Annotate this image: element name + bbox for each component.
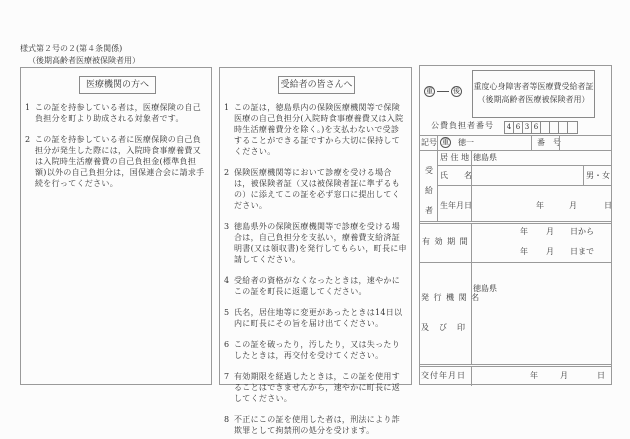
issuer-seal-label: 及 び 印: [421, 323, 466, 332]
item-text: この証を破ったり，汚したり，又は失ったりしたときは，再交付を受けてください。: [234, 340, 400, 360]
notice-item: [25, 134, 207, 189]
number-label: 番 号: [537, 138, 561, 147]
burden-number-boxes: [504, 121, 578, 134]
recipient-certificate-panel: [419, 65, 612, 385]
seal-mark: [424, 86, 472, 97]
notice-item: [224, 414, 407, 436]
burden-number-label: 公費負担者番号: [431, 121, 494, 130]
notice-item: [224, 307, 407, 329]
form-number: 様式第２号の２(第４条関係): [20, 44, 123, 53]
notice-item: [25, 102, 207, 124]
notice-item: [224, 167, 407, 211]
notice-item: [224, 102, 407, 157]
item-number: 1: [224, 103, 230, 112]
issue-year-unit: 年: [530, 371, 538, 380]
item-number: 2: [25, 135, 31, 144]
validity-from-day: 日から: [570, 227, 594, 236]
certificate-title: [472, 70, 595, 118]
item-number: 2: [224, 168, 230, 177]
item-text: この証を持参している者に医療保険の自己負担分が発生した際には，入院時食事療養費又は入院時生活療養費の自己負担金(標準負担額)以外の自己負担分は，国保連合会に請求手続を行ってください。: [35, 135, 205, 188]
item-number: 5: [224, 308, 230, 317]
birth-month-unit: 月: [569, 201, 577, 210]
issuer-label: 発 行 機 関 名: [421, 293, 481, 302]
digit-box: [568, 122, 577, 133]
validity-to-year: 年: [520, 247, 528, 256]
symbol-label: 記号: [421, 138, 437, 147]
medical-institution-notice-panel: [20, 67, 212, 385]
item-number: 4: [224, 276, 230, 285]
birth-year-unit: 年: [536, 201, 544, 210]
item-text: 氏名，居住地等に変更があったときは14日以内に町長にその旨を届け出てください。: [234, 308, 403, 328]
validity-to-month: 月: [546, 247, 554, 256]
item-text: この証は，徳島県内の保険医療機関等で保険医療の自己負担分(入院時食事療養費又は入院時生活療養費分を除く。)を支払わないで受診することができる証ですから大切に保持してください。: [234, 103, 404, 156]
item-number: 7: [224, 372, 230, 381]
item-text: 徳島県外の保険医療機関等で診療を受ける場合は，自己負担分を支払い，療養費支給済証明書(又は領収書)を発行してもらい，町長に申請してください。: [234, 222, 407, 264]
issue-day-unit: 日: [597, 371, 605, 380]
residence-value: 徳島県: [473, 153, 497, 162]
notice-list: [25, 102, 207, 199]
dash-divider: [437, 91, 449, 92]
certificate-title-line1: 重度心身障害者等医療費受給者証: [473, 82, 594, 91]
item-text: 不正にこの証を使用した者は，刑法により詐欺罪として拘禁刑の処分を受けます。: [234, 415, 400, 435]
validity-label: 有 効 期 間: [422, 237, 469, 246]
symbol-value: 徳一: [458, 138, 474, 147]
circled-seal-icon: 重: [442, 138, 449, 146]
name-value: [473, 171, 581, 181]
issue-date-label: 交付年月日: [421, 371, 466, 380]
item-text: この証を持参している者は，医療保険の自己負担分を町より助成される対象者です。: [35, 103, 201, 123]
digit-box: 6: [532, 122, 541, 133]
birthdate-label: 生年月日: [440, 201, 472, 210]
validity-from-month: 月: [546, 227, 554, 236]
name-label: 氏 名: [440, 171, 472, 180]
panel-heading: 医療機関の方へ: [79, 76, 156, 94]
notice-item: [224, 339, 407, 361]
notice-item: [224, 275, 407, 297]
notice-item: [224, 221, 407, 265]
item-number: 3: [224, 222, 230, 231]
digit-box: 4: [505, 122, 514, 133]
recipient-notice-panel: [219, 67, 412, 435]
notice-list: [224, 102, 407, 439]
digit-box: [541, 122, 550, 133]
certificate-table: [419, 135, 612, 386]
circled-seal-icon: 後: [453, 87, 460, 95]
birth-day-unit: 日: [604, 201, 612, 210]
recipient-label: 受 給 者: [425, 166, 433, 215]
digit-box: 3: [523, 122, 532, 133]
digit-box: [559, 122, 568, 133]
item-number: 1: [25, 103, 31, 112]
issue-month-unit: 月: [560, 371, 568, 380]
digit-box: [550, 122, 559, 133]
item-text: 受給者の資格がなくなったときは，速やかにこの証を町長に返還してください。: [234, 276, 400, 296]
panel-heading: 受給者の皆さんへ: [278, 76, 355, 94]
circled-seal-icon: 重: [426, 87, 433, 95]
item-number: 6: [224, 340, 230, 349]
form-subtitle: （後期高齢者医療被保険者用）: [28, 56, 140, 65]
residence-label: 居 住 地: [440, 153, 470, 162]
item-text: 有効期限を経過したときは，この証を使用することはできませんから，速やかに町長に返してください。: [234, 372, 400, 403]
item-text: 保険医療機関等において診療を受ける場合は，被保険者証（又は被保険者証に準ずるもの）に添えてこの証を必ず窓口に提出してください。: [234, 168, 400, 210]
issuer-value: 徳島県: [473, 284, 497, 293]
digit-box: 6: [514, 122, 523, 133]
validity-to-day: 日まで: [570, 247, 594, 256]
validity-from-year: 年: [520, 227, 528, 236]
certificate-title-line2: （後期高齢者医療被保険者用）: [477, 95, 590, 104]
notice-item: [224, 371, 407, 404]
sex-label: 男・女: [586, 171, 610, 180]
item-number: 8: [224, 415, 230, 424]
